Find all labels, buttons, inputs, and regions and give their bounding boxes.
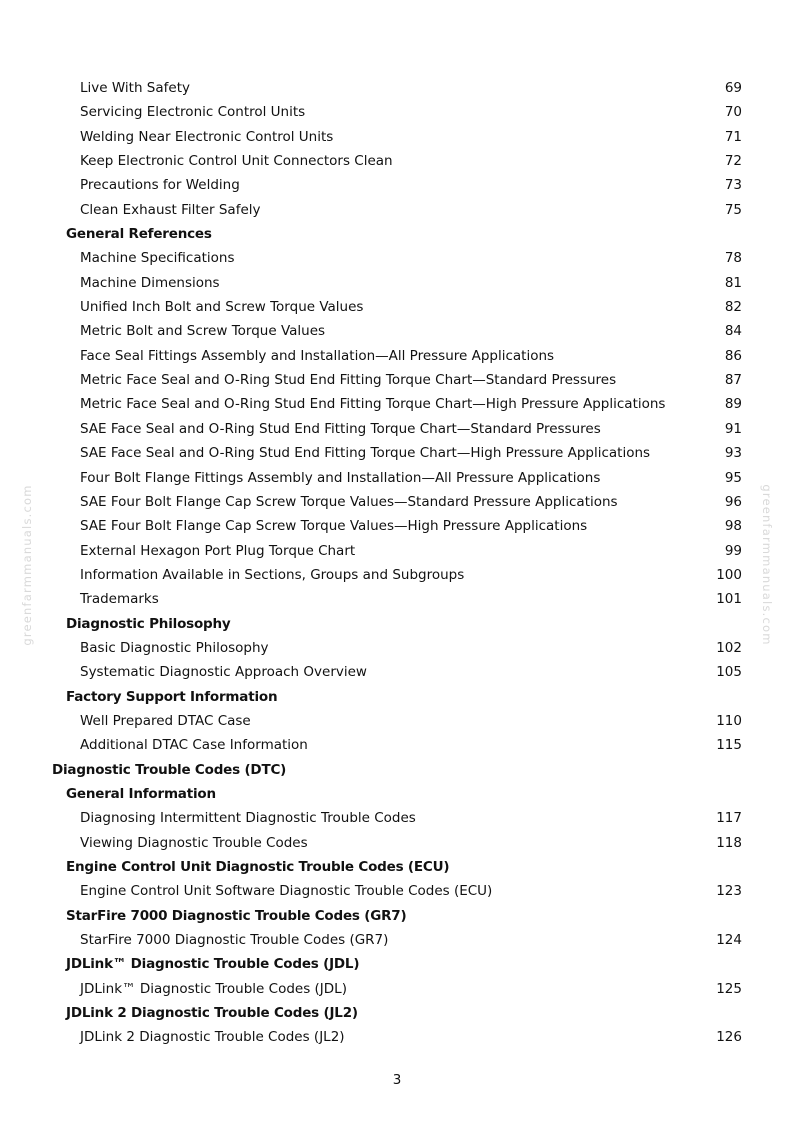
toc-section-heading[interactable] xyxy=(0,904,794,928)
toc-section-heading[interactable] xyxy=(0,952,794,976)
toc-entry-page: 91 xyxy=(724,420,742,437)
toc-entry-title: Welding Near Electronic Control Units xyxy=(80,128,334,145)
toc-entry-page: 86 xyxy=(724,347,742,364)
toc-entry[interactable] xyxy=(0,660,794,684)
toc-entry-page: 102 xyxy=(716,639,742,656)
toc-entry-page: 72 xyxy=(724,153,742,170)
toc-entry[interactable] xyxy=(0,831,794,855)
toc-entry-title: Systematic Diagnostic Approach Overview xyxy=(80,664,367,681)
toc-entry-title: Additional DTAC Case Information xyxy=(80,737,308,754)
toc-entry-title: General Information xyxy=(66,785,216,802)
table-of-contents xyxy=(0,76,794,1050)
watermark-right: greenfarmmanuals.com xyxy=(760,484,774,646)
toc-entry-title: Keep Electronic Control Unit Connectors Clean xyxy=(80,153,393,170)
toc-entry[interactable] xyxy=(0,879,794,903)
toc-entry[interactable] xyxy=(0,319,794,343)
toc-entry-page: 118 xyxy=(716,834,742,851)
toc-entry-title: Viewing Diagnostic Trouble Codes xyxy=(80,834,308,851)
toc-entry-page: 95 xyxy=(724,469,742,486)
toc-entry-title: Clean Exhaust Filter Safely xyxy=(80,201,261,218)
toc-entry-page: 98 xyxy=(724,518,742,535)
toc-entry-page: 115 xyxy=(716,737,742,754)
toc-entry[interactable] xyxy=(0,490,794,514)
toc-entry-title: Face Seal Fittings Assembly and Installation—All Pressure Applications xyxy=(80,347,555,364)
toc-entry-title: Four Bolt Flange Fittings Assembly and Installation—All Pressure Applications xyxy=(80,469,601,486)
toc-entry[interactable] xyxy=(0,125,794,149)
toc-entry-page: 124 xyxy=(716,932,742,949)
toc-entry[interactable] xyxy=(0,1025,794,1049)
toc-entry[interactable] xyxy=(0,514,794,538)
toc-entry-title: JDLink 2 Diagnostic Trouble Codes (JL2) xyxy=(66,1005,358,1022)
toc-entry[interactable] xyxy=(0,587,794,611)
toc-entry-title: SAE Four Bolt Flange Cap Screw Torque Values—High Pressure Applications xyxy=(80,518,588,535)
toc-entry[interactable] xyxy=(0,417,794,441)
toc-entry[interactable] xyxy=(0,295,794,319)
toc-entry-title: Servicing Electronic Control Units xyxy=(80,104,306,121)
toc-entry-title: SAE Four Bolt Flange Cap Screw Torque Values—Standard Pressure Applications xyxy=(80,493,618,510)
toc-entry-page: 126 xyxy=(716,1029,742,1046)
toc-entry[interactable] xyxy=(0,977,794,1001)
toc-entry-title: StarFire 7000 Diagnostic Trouble Codes (GR7) xyxy=(80,932,389,949)
toc-entry-title: Live With Safety xyxy=(80,80,190,96)
toc-entry-page: 117 xyxy=(716,810,742,827)
toc-entry-title: Engine Control Unit Diagnostic Trouble Codes (ECU) xyxy=(66,859,450,875)
toc-section-heading[interactable] xyxy=(0,1001,794,1025)
toc-entry-page: 84 xyxy=(724,323,742,340)
toc-entry[interactable] xyxy=(0,441,794,465)
toc-entry[interactable] xyxy=(0,928,794,952)
toc-section-heading[interactable] xyxy=(0,855,794,879)
toc-entry-page: 71 xyxy=(724,128,742,145)
toc-entry-title: Basic Diagnostic Philosophy xyxy=(80,639,269,656)
toc-entry-title: Factory Support Information xyxy=(66,688,278,705)
toc-entry-title: SAE Face Seal and O-Ring Stud End Fitting Torque Chart—Standard Pressures xyxy=(80,420,601,437)
toc-entry-title: JDLink™ Diagnostic Trouble Codes (JDL) xyxy=(80,980,347,997)
toc-entry[interactable] xyxy=(0,271,794,295)
toc-entry-page: 100 xyxy=(716,566,742,583)
toc-entry-title: Well Prepared DTAC Case xyxy=(80,712,251,729)
toc-entry-title: Diagnosing Intermittent Diagnostic Trouble Codes xyxy=(80,810,416,827)
toc-section-heading[interactable] xyxy=(0,612,794,636)
page-number: 3 xyxy=(392,1072,402,1088)
toc-section-heading[interactable] xyxy=(0,685,794,709)
toc-entry[interactable] xyxy=(0,636,794,660)
toc-chapter-heading[interactable] xyxy=(0,758,794,782)
toc-entry-page: 81 xyxy=(724,274,742,291)
toc-entry[interactable] xyxy=(0,392,794,416)
toc-entry[interactable] xyxy=(0,539,794,563)
toc-entry-title: Diagnostic Trouble Codes (DTC) xyxy=(52,761,287,778)
toc-entry[interactable] xyxy=(0,149,794,173)
toc-entry[interactable] xyxy=(0,100,794,124)
toc-entry-page: 110 xyxy=(716,712,742,729)
toc-entry[interactable] xyxy=(0,76,794,100)
toc-entry-title: Diagnostic Philosophy xyxy=(66,615,231,632)
toc-entry-title: Machine Specifications xyxy=(80,250,235,267)
toc-entry[interactable] xyxy=(0,806,794,830)
toc-entry-title: JDLink™ Diagnostic Trouble Codes (JDL) xyxy=(66,956,360,973)
toc-entry[interactable] xyxy=(0,733,794,757)
watermark-left: greenfarmmanuals.com xyxy=(20,484,34,646)
toc-entry-title: Metric Face Seal and O-Ring Stud End Fitting Torque Chart—High Pressure Applications xyxy=(80,396,666,413)
toc-entry-title: General References xyxy=(66,226,212,243)
toc-entry-title: Precautions for Welding xyxy=(80,177,240,194)
toc-entry[interactable] xyxy=(0,466,794,490)
toc-entry-page: 89 xyxy=(724,396,742,413)
toc-entry-page: 82 xyxy=(724,299,742,316)
toc-entry[interactable] xyxy=(0,368,794,392)
toc-entry-title: Unified Inch Bolt and Screw Torque Values xyxy=(80,299,364,316)
toc-entry-page: 70 xyxy=(724,104,742,121)
toc-entry-page: 87 xyxy=(724,372,742,389)
toc-entry-title: SAE Face Seal and O-Ring Stud End Fitting Torque Chart—High Pressure Applications xyxy=(80,445,651,462)
toc-entry-title: Metric Face Seal and O-Ring Stud End Fitting Torque Chart—Standard Pressures xyxy=(80,372,617,389)
toc-entry-title: Information Available in Sections, Groups and Subgroups xyxy=(80,566,465,583)
toc-entry-page: 99 xyxy=(724,542,742,559)
toc-entry[interactable] xyxy=(0,198,794,222)
toc-entry[interactable] xyxy=(0,563,794,587)
toc-entry-page: 78 xyxy=(724,250,742,267)
toc-entry-page: 69 xyxy=(724,80,742,96)
toc-entry[interactable] xyxy=(0,246,794,270)
toc-entry[interactable] xyxy=(0,709,794,733)
toc-entry-page: 93 xyxy=(724,445,742,462)
toc-entry-page: 73 xyxy=(724,177,742,194)
toc-entry-page: 101 xyxy=(716,591,742,608)
toc-entry-title: Machine Dimensions xyxy=(80,274,220,291)
toc-entry-title: Metric Bolt and Screw Torque Values xyxy=(80,323,326,340)
toc-entry-title: External Hexagon Port Plug Torque Chart xyxy=(80,542,356,559)
toc-section-heading[interactable] xyxy=(0,222,794,246)
toc-entry-page: 75 xyxy=(724,201,742,218)
toc-entry[interactable] xyxy=(0,173,794,197)
toc-entry-page: 96 xyxy=(724,493,742,510)
toc-entry-title: Engine Control Unit Software Diagnostic Trouble Codes (ECU) xyxy=(80,883,493,900)
toc-entry[interactable] xyxy=(0,344,794,368)
toc-entry-title: StarFire 7000 Diagnostic Trouble Codes (GR7) xyxy=(66,907,407,924)
toc-entry-title: Trademarks xyxy=(80,591,159,608)
toc-entry-page: 125 xyxy=(716,980,742,997)
toc-entry-page: 105 xyxy=(716,664,742,681)
toc-entry-page: 123 xyxy=(716,883,742,900)
toc-section-heading[interactable] xyxy=(0,782,794,806)
toc-entry-title: JDLink 2 Diagnostic Trouble Codes (JL2) xyxy=(80,1029,345,1046)
